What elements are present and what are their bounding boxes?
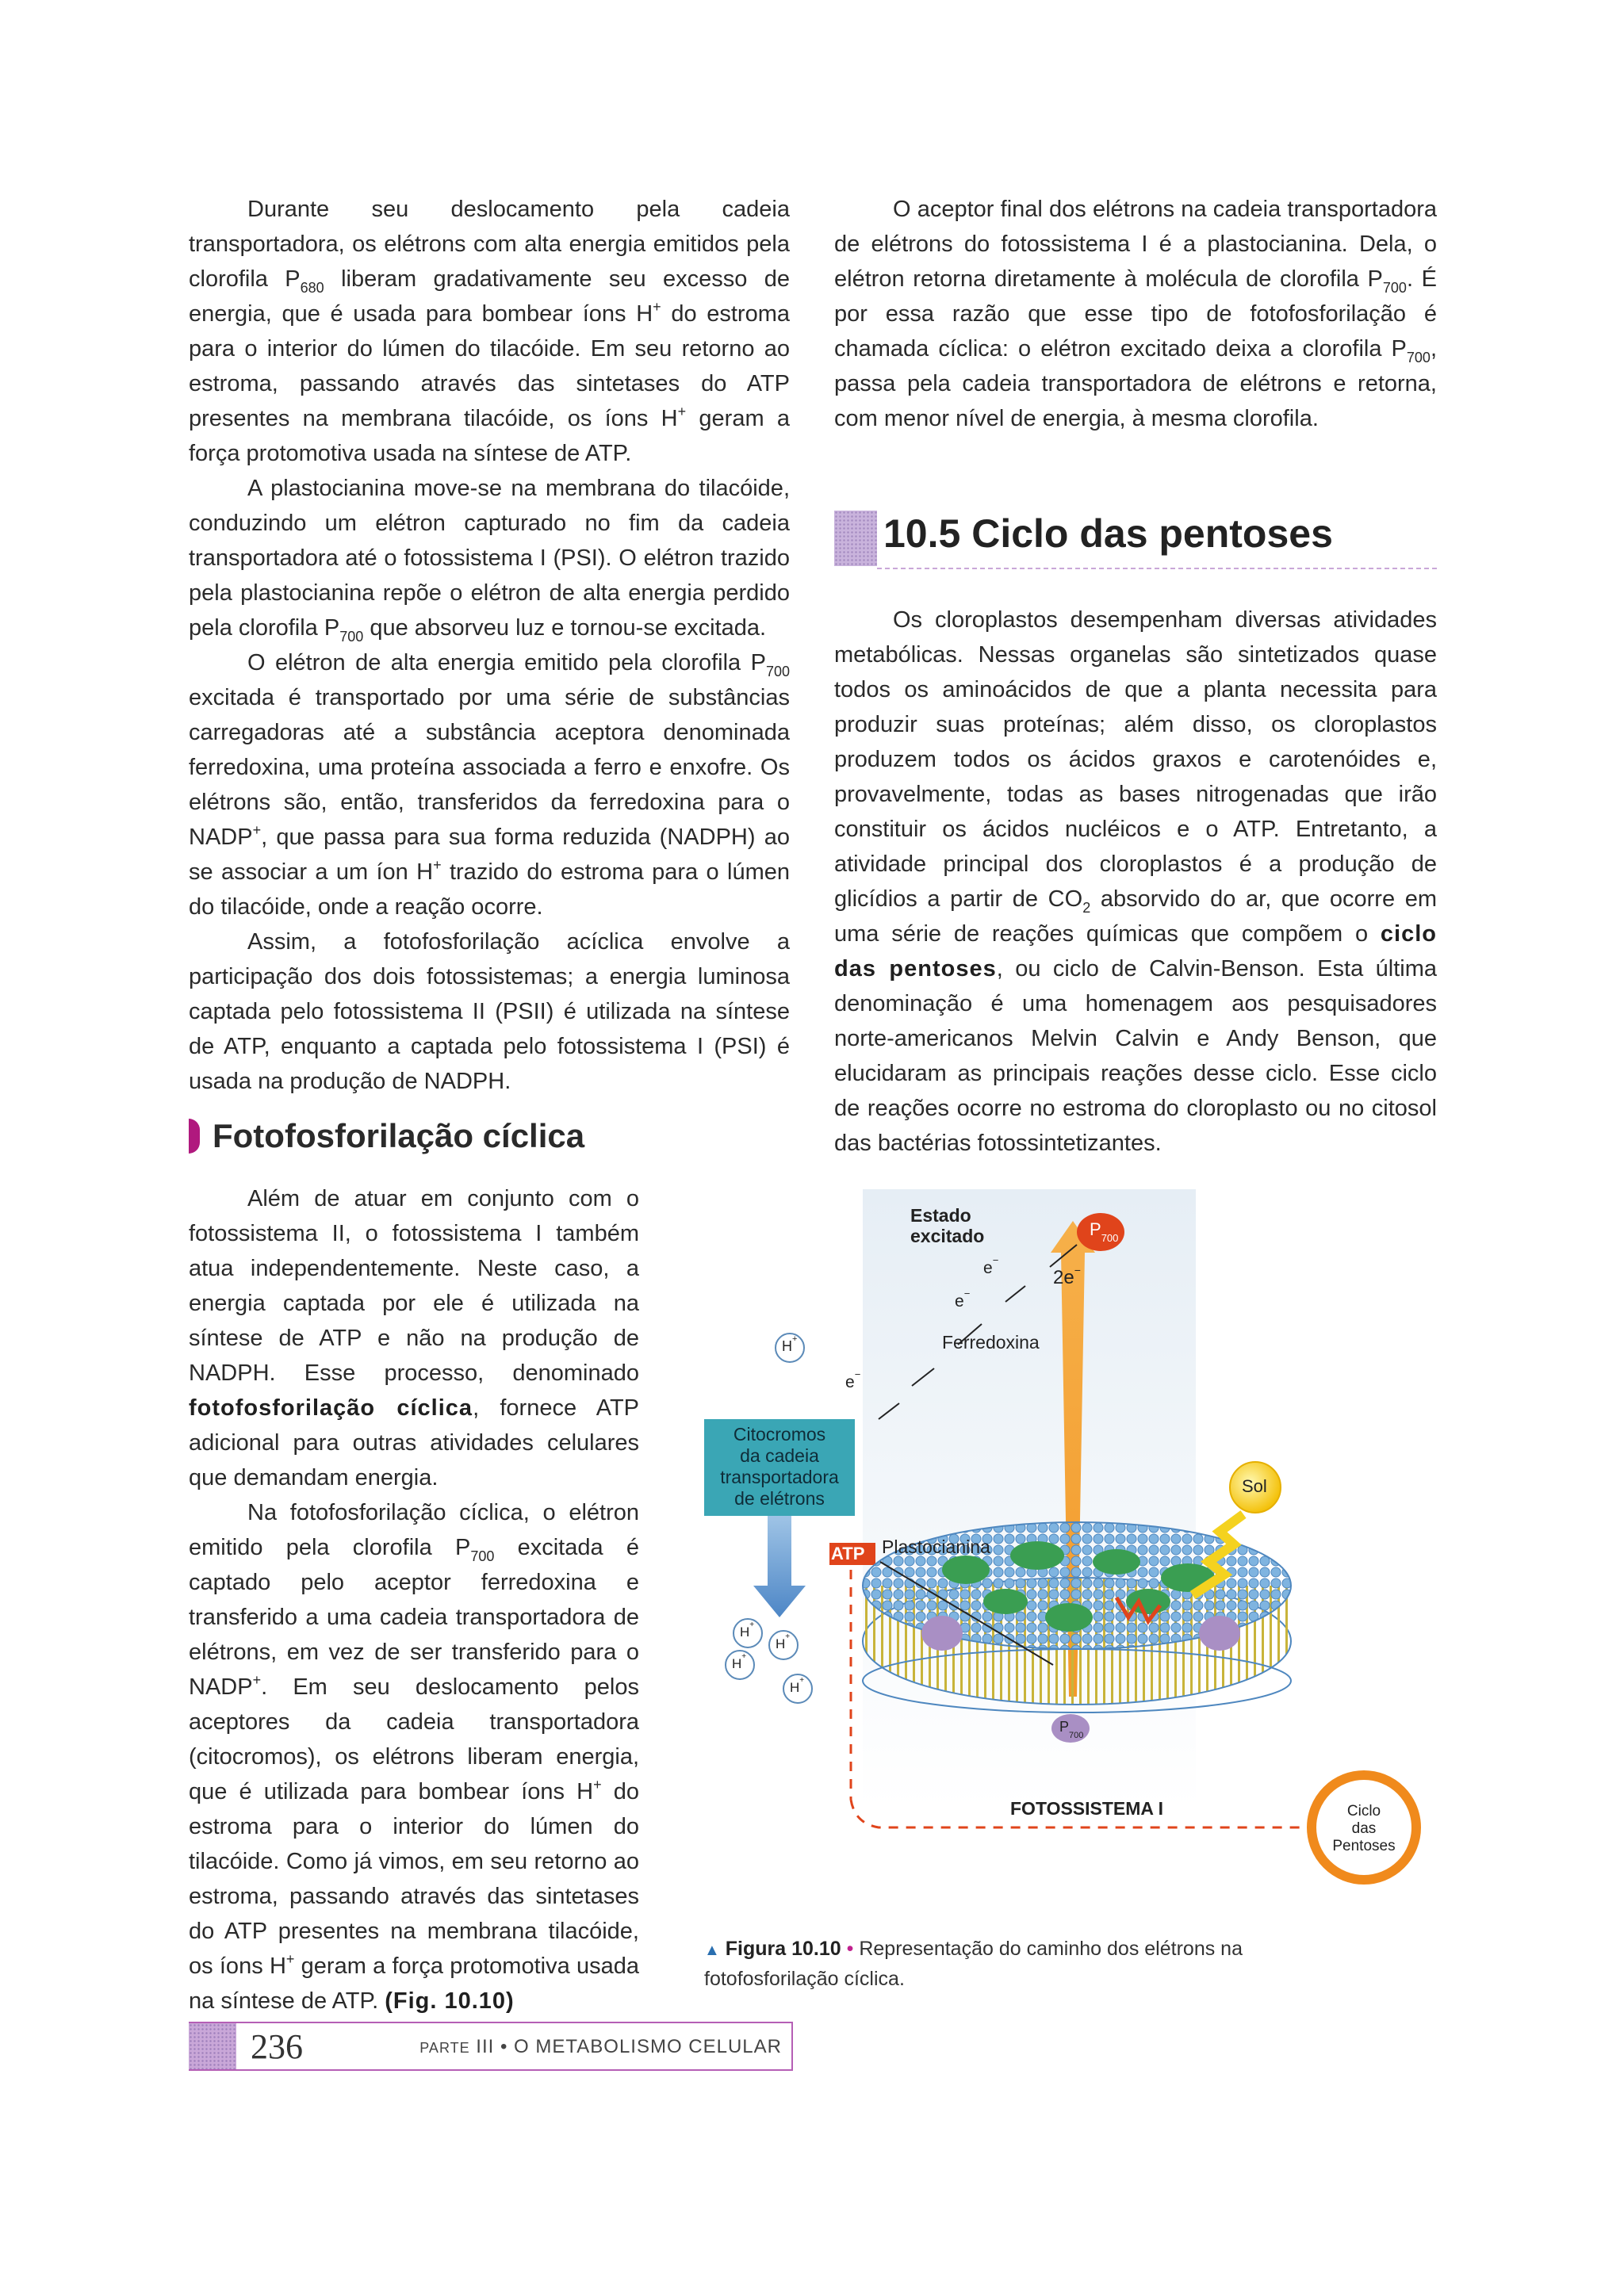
- label-fotossistema: FOTOSSISTEMA I: [1010, 1798, 1163, 1819]
- left-column-lower: [189, 1181, 639, 2019]
- label-sol: Sol: [1242, 1476, 1267, 1496]
- label-h-plus: H+: [732, 1652, 747, 1671]
- paragraph: Além de atuar em conjunto com o fotossistema II, o fotossistema I também atua independentemente. Neste caso, a energia captada por ele é utilizada na síntese de ATP e não na produção de NADPH. Esse processo, denominado fotofosforilação cíclica, fornece ATP adicional para outras atividades celulares que demandam energia.: [189, 1186, 640, 1490]
- subheading: Fotofosforilação cíclica: [189, 1108, 584, 1164]
- label-estado-excitado: Estado excitado: [910, 1205, 985, 1246]
- heading-marker-icon: [189, 1119, 200, 1154]
- section-heading: 10.5 Ciclo das pentoses: [834, 507, 1437, 571]
- label-electron: e−: [845, 1368, 861, 1391]
- figure-caption: ▲ Figura 10.10 • Representação do caminho dos elétrons na fotofosforilação cíclica.: [704, 1938, 1243, 1990]
- proton-flow-arrow: [753, 1516, 806, 1617]
- label-ferredoxina: Ferredoxina: [942, 1332, 1040, 1353]
- page-number: 236: [251, 2027, 303, 2066]
- paragraph: Na fotofosforilação cíclica, o elétron emitido pela clorofila $P_{700}$ excitada é captado pelo aceptor ferredoxina e transferido a uma cadeia transportadora de elétrons, em vez de ser transferido para o NADP+. Em seu deslocamento pelos aceptores da cadeia transportadora (citocromos), os elétrons liberam energia, que é utilizada para bombear íons H+ do estroma para o interior do lúmen do tilacóide. Como já vimos, em seu retorno ao estroma, passando através das sintetases do ATP presentes na membrana tilacóide, os íons H+ geram a força protomotiva usada na síntese de ATP. (Fig. 10.10): [189, 1500, 639, 2014]
- section-marker-icon: [834, 511, 877, 566]
- label-p700-top: $P_{700}$: [1090, 1219, 1119, 1244]
- paragraph: Assim, a fotofosforilação acíclica envolve a participação dos dois fotossistemas; a energia luminosa captada pelo fotossistema II (PSII) é utilizada na síntese de ATP, enquanto a captada pelo fotossistema I (PSI) é usada na produção de NADPH.: [189, 929, 790, 1094]
- paragraph: O elétron de alta energia emitido pela clorofila $P_{700}$ excitada é transportado por uma série de substâncias carregadoras até a substância aceptora denominada ferredoxina, uma proteína associada a ferro e enxofre. Os elétrons são, então, transferidos da ferredoxina para o NADP+, que passa para sua forma reduzida (NADPH) ao se associar a um íon H+ trazido do estroma para o lúmen do tilacóide, onde a reação ocorre.: [189, 650, 790, 920]
- label-2e: 2e−: [1053, 1264, 1081, 1288]
- page-footer: [189, 2022, 793, 2071]
- label-h-plus: H+: [776, 1632, 791, 1651]
- label-electron: e−: [983, 1254, 999, 1277]
- label-h-plus: H+: [740, 1621, 755, 1640]
- label-plastocianina: Plastocianina: [882, 1536, 990, 1557]
- left-column: [189, 192, 790, 1099]
- paragraph: Os cloroplastos desempenham diversas atividades metabólicas. Nessas organelas são sintetizados quase todos os aminoácidos de que a planta necessita para produzir suas proteínas; além disso, os cloroplastos produzem todos os ácidos graxos e carotenóides e, provavelmente, todas as bases nitrogenadas que irão constituir os ácidos nucléicos e o ATP. Entretanto, a atividade principal dos cloroplastos é a produção de glicídios a partir de $CO_2$ absorvido do ar, que ocorre em uma série de reações químicas que compõem o ciclo das pentoses, ou ciclo de Calvin-Benson. Esta última denominação é uma homenagem aos pesquisadores norte-americanos Melvin Calvin e Andy Benson, que elucidaram as principais reações desse ciclo. Esse ciclo de reações ocorre no estroma do cloroplasto ou no citosol das bactérias fotossintetizantes.: [834, 607, 1437, 1156]
- section-rule: [877, 568, 1437, 569]
- paragraph: Durante seu deslocamento pela cadeia transportadora, os elétrons com alta energia emitidos pela clorofila $P_{680}$ liberam gradativamente seu excesso de energia, que é usada para bombear íons H+ do estroma para o interior do lúmen do tilacóide. Em seu retorno ao estroma, passando através das sintetases do ATP presentes na membrana tilacóide, os íons H+ geram a força protomotiva usada na síntese de ATP.: [189, 197, 790, 466]
- label-ciclo-pentoses: Ciclo das Pentoses: [1332, 1803, 1396, 1854]
- figure-diagram: [704, 1189, 1434, 1903]
- right-column: [834, 192, 1437, 436]
- label-electron: e−: [955, 1288, 971, 1311]
- figure-cyclic-photophosphorylation: [704, 1189, 1434, 1903]
- label-h-plus: H+: [790, 1676, 805, 1695]
- right-column-lower: [834, 603, 1437, 1161]
- footer-marker-icon: [189, 2023, 236, 2069]
- label-p700-bottom: $P_{700}$: [1059, 1719, 1084, 1740]
- label-citocromos: Citocromos da cadeia transportadora de elétrons: [720, 1424, 839, 1509]
- label-atp: ATP: [831, 1544, 865, 1563]
- paragraph: O aceptor final dos elétrons na cadeia transportadora de elétrons do fotossistema I é a plastocianina. Dela, o elétron retorna diretamente à molécula de clorofila $P_{700}$. É por essa razão que esse tipo de fotofosforilação é chamada cíclica: o elétron excitado deixa a clorofila $P_{700}$, passa pela cadeia transportadora de elétrons e retorna, com menor nível de energia, à mesma clorofila.: [834, 197, 1437, 431]
- paragraph: A plastocianina move-se na membrana do tilacóide, conduzindo um elétron capturado no fim da cadeia transportadora até o fotossistema I (PSI). O elétron trazido pela plastocianina repõe o elétron de alta energia perdido pela clorofila $P_{700}$ que absorveu luz e tornou-se excitada.: [189, 476, 790, 645]
- figure-background: [863, 1189, 1196, 1808]
- label-h-plus: H+: [782, 1334, 798, 1354]
- caption-triangle-icon: ▲: [704, 1942, 720, 1959]
- running-footer: PARTE III • O METABOLISMO CELULAR: [419, 2036, 782, 2057]
